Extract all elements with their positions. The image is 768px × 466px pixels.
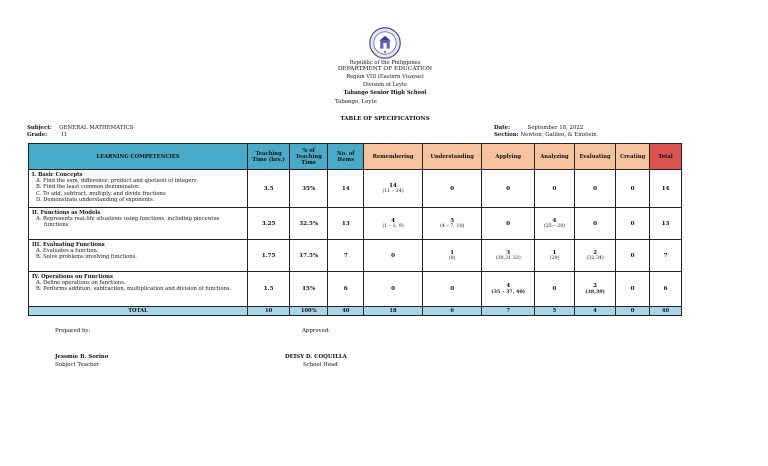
percent-time-cell: 35% [290, 170, 328, 208]
remembering-count: 4 [391, 218, 395, 224]
total-label: TOTAL [29, 307, 248, 316]
competency-line: A. Evaluates a function. [36, 248, 99, 255]
section-value: Newton, Galileo, & Einstein [520, 132, 597, 138]
col-competencies: LEARNING COMPETENCIES [29, 144, 248, 170]
competency-cell [29, 272, 248, 307]
total-analyzing: 5 [534, 307, 574, 316]
analyzing-cell [534, 272, 574, 307]
competency-line: D. Demonstrate understanding of exponents. [36, 196, 155, 203]
creating-cell: 0 [616, 208, 650, 240]
applying-range: (35 – 37, 40) [491, 289, 526, 295]
applying-count: 0 [506, 220, 511, 227]
competency-line: C. To add, subtract, multiply, and divide fractions [36, 190, 166, 197]
col-total: Total [650, 144, 682, 170]
creating-cell: 0 [616, 240, 650, 272]
understanding-count: 0 [450, 185, 455, 192]
preparer-name: Jessmie B. Sorino [55, 354, 109, 360]
remembering-count: 0 [391, 286, 395, 292]
preparer-role: Subject Teacher [55, 362, 100, 368]
evaluating-count: 0 [593, 220, 598, 227]
date-value: September 18, 2022 [527, 125, 584, 131]
doc-title: TABLE OF SPECIFICATIONS [340, 116, 430, 122]
items-cell: 14 [328, 170, 364, 208]
region-text: Region VIII (Eastern Visayas) [346, 74, 424, 80]
analyzing-count: 0 [552, 286, 557, 292]
total-evaluating: 4 [575, 307, 616, 316]
total-cell: 6 [650, 272, 682, 307]
prepared-label: Prepared by: [55, 328, 91, 334]
col-evaluating: Evaluating [575, 144, 616, 170]
analyzing-range: (25 – 28) [543, 224, 566, 229]
understanding-cell [422, 272, 482, 307]
analyzing-cell [534, 170, 574, 208]
teaching-time-cell: 3.25 [248, 208, 290, 240]
table-row [29, 170, 682, 208]
applying-cell [482, 272, 534, 307]
analyzing-count: 4 [552, 218, 557, 224]
approver-name: DEISY D. COQUILLA [285, 354, 347, 360]
grade-value: 11 [60, 132, 68, 138]
competency-line: A. Find the sum, difference, product and quotient of integers. [36, 178, 199, 185]
date-label: Date: [494, 125, 511, 131]
evaluating-cell [575, 170, 616, 208]
table-row [29, 272, 682, 307]
total-creating: 0 [616, 307, 650, 316]
teaching-time-cell: 1.5 [248, 272, 290, 307]
competency-line: B. Find the least common denominator. [36, 184, 140, 191]
applying-cell [482, 208, 534, 240]
remembering-count: 0 [391, 252, 395, 259]
applying-range: (30,31,33) [495, 256, 521, 261]
evaluating-range: (38,39) [585, 289, 605, 295]
items-cell: 13 [328, 208, 364, 240]
teaching-time-cell: 3.5 [248, 170, 290, 208]
applying-cell [482, 240, 534, 272]
remembering-count: 14 [389, 183, 397, 189]
analyzing-cell [534, 240, 574, 272]
understanding-count: 0 [450, 286, 455, 292]
understanding-range: (8) [448, 256, 456, 261]
school-text: Tabango Senior High School [343, 90, 427, 96]
creating-cell: 0 [616, 170, 650, 208]
evaluating-cell [575, 240, 616, 272]
understanding-cell [422, 170, 482, 208]
remembering-cell [364, 170, 423, 208]
total-cell: 14 [650, 170, 682, 208]
town-text: Tabango, Leyte [335, 99, 377, 105]
col-remembering: Remembering [364, 144, 423, 170]
analyzing-cell [534, 208, 574, 240]
approved-label: Approved: [302, 328, 331, 334]
applying-count: 4 [506, 283, 511, 289]
subject-label: Subject: [27, 125, 52, 131]
table-row [29, 240, 682, 272]
creating-cell: 0 [616, 272, 650, 307]
teaching-time-cell: 1.75 [248, 240, 290, 272]
division-text: Division of Leyte [362, 82, 408, 88]
specification-table [28, 143, 682, 316]
col-applying: Applying [482, 144, 534, 170]
evaluating-count: 2 [593, 250, 598, 256]
remembering-range: (11 – 24) [382, 189, 404, 194]
evaluating-cell [575, 272, 616, 307]
understanding-count: 5 [450, 218, 455, 224]
competency-cell [29, 170, 248, 208]
total-cell: 13 [650, 208, 682, 240]
applying-count: 0 [506, 185, 511, 192]
subject-value: GENERAL MATHEMATICS [59, 125, 134, 131]
percent-time-cell: 32.5% [290, 208, 328, 240]
col-percent-time: % of Teaching Time [290, 144, 328, 170]
col-teaching-time: Teaching Time (hrs.) [248, 144, 290, 170]
total-understanding: 6 [422, 307, 482, 316]
analyzing-range: (29) [549, 256, 560, 261]
col-creating: Creating [616, 144, 650, 170]
competency-cell [29, 240, 248, 272]
remembering-cell [364, 272, 423, 307]
col-items: No. of Items [328, 144, 364, 170]
percent-time-cell: 17.5% [290, 240, 328, 272]
remembering-cell [364, 240, 423, 272]
total-total: 40 [650, 307, 682, 316]
total-items: 40 [328, 307, 364, 316]
items-cell: 6 [328, 272, 364, 307]
competency-title: IV. Operations on Functions [32, 274, 113, 280]
competency-title: II. Functions as Models [32, 210, 101, 216]
evaluating-count: 2 [593, 283, 598, 289]
total-percent: 100% [290, 307, 328, 316]
applying-cell [482, 170, 534, 208]
table-header-row [29, 144, 682, 170]
evaluating-cell [575, 208, 616, 240]
competency-line: B. Performs addition, subtraction, multiplication and division of functions. [36, 286, 232, 293]
table-row [29, 208, 682, 240]
country-text: Republic of the Philippines [349, 60, 421, 66]
deped-seal-logo [369, 27, 401, 59]
total-remembering: 18 [364, 307, 423, 316]
col-understanding: Understanding [422, 144, 482, 170]
items-cell: 7 [328, 240, 364, 272]
col-analyzing: Analyzing [534, 144, 574, 170]
analyzing-count: 1 [552, 250, 557, 256]
approver-role: School Head [303, 362, 338, 368]
understanding-range: (4 – 7, 10) [439, 224, 465, 229]
understanding-count: 1 [450, 250, 455, 256]
grade-label: Grade: [27, 132, 48, 138]
competency-line: B. Solve problems involving functions. [36, 254, 137, 261]
understanding-cell [422, 240, 482, 272]
competency-title: I. Basic Concepts [32, 172, 83, 178]
department-text: DEPARTMENT OF EDUCATION [337, 66, 433, 72]
competency-line: A. Represents real-life situations using functions, including piecewise functions. [36, 216, 220, 229]
evaluating-range: (32,34) [586, 256, 604, 261]
applying-count: 3 [506, 250, 511, 256]
competency-line: A. Define operations on functions. [36, 280, 126, 287]
competency-title: III. Evaluating Functions [32, 242, 105, 248]
percent-time-cell: 15% [290, 272, 328, 307]
total-cell: 7 [650, 240, 682, 272]
total-row [29, 307, 682, 316]
competency-cell [29, 208, 248, 240]
remembering-range: (1 – 3, 9) [382, 224, 404, 229]
understanding-cell [422, 208, 482, 240]
total-time: 10 [248, 307, 290, 316]
section-label: Section: [494, 132, 519, 138]
analyzing-count: 0 [552, 185, 557, 192]
total-applying: 7 [482, 307, 534, 316]
remembering-cell [364, 208, 423, 240]
evaluating-count: 0 [593, 185, 598, 192]
